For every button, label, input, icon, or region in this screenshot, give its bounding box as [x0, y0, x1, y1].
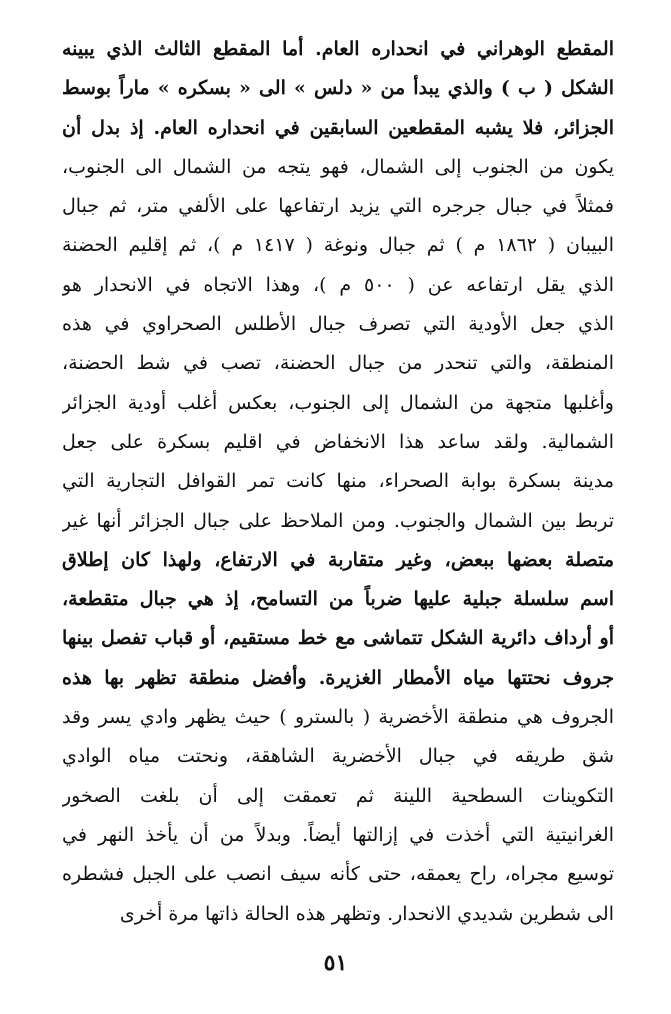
text-line-16: أو أرداف دائرية الشكل تتماشى مع خط مستقيم، أو قباب تفصل بينها [62, 627, 614, 650]
text-line-8: الذي جعل الأودية التي تصرف جبال الأطلس الصحراوي في هذه [62, 313, 614, 336]
body-text [62, 30, 614, 934]
text-line-2: الشكل ( ب ) والذي يبدأ من « دلس » الى « بسكره » ماراً بوسط [62, 77, 614, 100]
text-line-15: اسم سلسلة جبلية عليها ضرباً من التسامح، إذ هي جبال متقطعة، [62, 588, 614, 611]
text-line-22: توسيع مجراه، راح يعمقه، حتى كأنه سيف انصب على الجبل فشطره [62, 863, 614, 886]
text-line-18: الجروف هي منطقة الأخضرية ( بالسترو ) حيث يظهر وادي يسر وقد [62, 706, 614, 729]
text-line-6: البيبان ( ١٨٦٢ م ) ثم جبال ونوغة ( ١٤١٧ م )، ثم إقليم الحضنة [62, 234, 614, 257]
text-line-21: الغرانيتية التي أخذت في إزالتها أيضاً. وبدلاً من أن يأخذ النهر في [62, 823, 614, 846]
text-line-12: مدينة بسكرة بوابة الصحراء، منها كانت تمر القوافل التجارية التي [62, 470, 614, 493]
text-line-17: جروف نحتتها مياه الأمطار الغزيرة. وأفضل منطقة تظهر بها هذه [62, 666, 614, 689]
text-line-9: المنطقة، والتي تنحدر من جبال الحضنة، تصب في شط الحضنة، [62, 352, 614, 375]
text-line-4: يكون من الجنوب إلى الشمال، فهو يتجه من الشمال الى الجنوب، [62, 155, 614, 178]
text-line-1: المقطع الوهراني في انحداره العام. أما المقطع الثالث الذي يبينه [62, 38, 614, 60]
text-line-13: تربط بين الشمال والجنوب. ومن الملاحظ على جبال الجزائر أنها غير [62, 509, 614, 532]
text-line-11: الشمالية. ولقد ساعد هذا الانخفاض في اقليم بسكرة على جعل [62, 430, 614, 453]
text-line-3: الجزائر، فلا يشبه المقطعين السابقين في انحداره العام. إذ بدل أن [62, 116, 614, 139]
text-line-19: شق طريقه في جبال الأخضرية الشاهقة، ونحتت مياه الوادي [62, 745, 614, 768]
text-line-20: التكوينات السطحية اللينة ثم تعمقت إلى أن بلغت الصخور [62, 784, 614, 807]
text-line-23: الى شطرين شديدي الانحدار. وتظهر هذه الحالة ذاتها مرة أخرى [119, 902, 614, 925]
page-number: ٥١ [323, 950, 348, 976]
text-line-14: متصلة بعضها ببعض، وغير متقاربة في الارتفاع، ولهذا كان إطلاق [62, 548, 614, 571]
text-line-5: فمثلاً في جبال جرجره التي يزيد ارتفاعها على الألفي متر، ثم جبال [62, 195, 614, 218]
text-line-7: الذي يقل ارتفاعه عن ( ٥٠٠ م )، وهذا الاتجاه في الانحدار هو [62, 273, 614, 296]
text-line-10: وأغلبها متجهة من الشمال إلى الجنوب، بعكس أغلب أودية الجزائر [62, 391, 614, 414]
